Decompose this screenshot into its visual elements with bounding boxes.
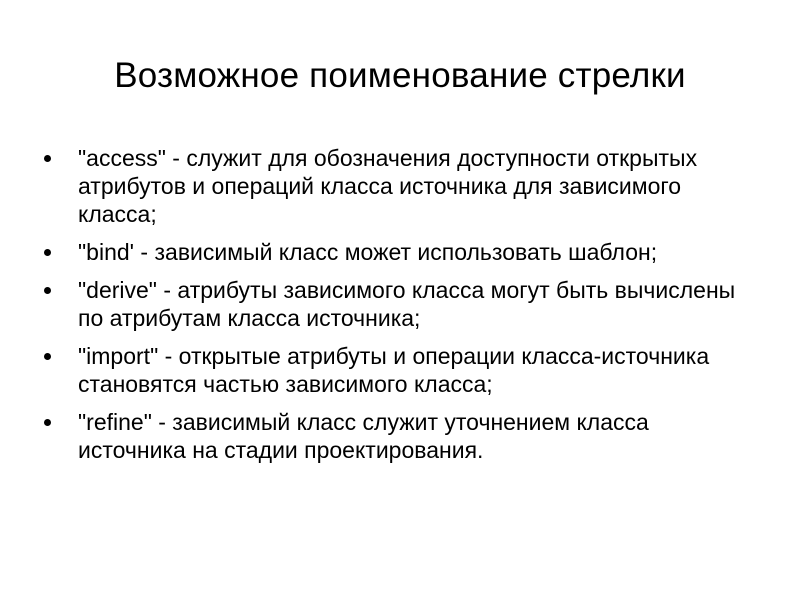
list-item — [40, 238, 740, 266]
bullet-dot-icon — [44, 353, 51, 360]
list-item — [40, 144, 740, 228]
list-item — [40, 276, 740, 332]
bullet-dot-icon — [44, 249, 51, 256]
bullet-text: "import" - открытые атрибуты и операции класса-источника становятся частью зависимого класса; — [78, 343, 710, 397]
bullet-list — [40, 144, 740, 474]
bullet-text: "bind' - зависимый класс может использовать шаблон; — [78, 239, 658, 265]
list-item — [40, 342, 740, 398]
bullet-text: "derive" - атрибуты зависимого класса могут быть вычислены по атрибутам класса источника; — [78, 277, 736, 331]
bullet-dot-icon — [44, 419, 51, 426]
bullet-dot-icon — [44, 287, 51, 294]
list-item — [40, 408, 740, 464]
slide-title: Возможное поименование стрелки — [114, 56, 686, 95]
bullet-text: "refine" - зависимый класс служит уточнением класса источника на стадии проектирования. — [78, 409, 649, 463]
bullet-dot-icon — [44, 155, 51, 162]
bullet-text: "access" - служит для обозначения доступности открытых атрибутов и операций класса источника для зависимого класса; — [78, 145, 698, 227]
